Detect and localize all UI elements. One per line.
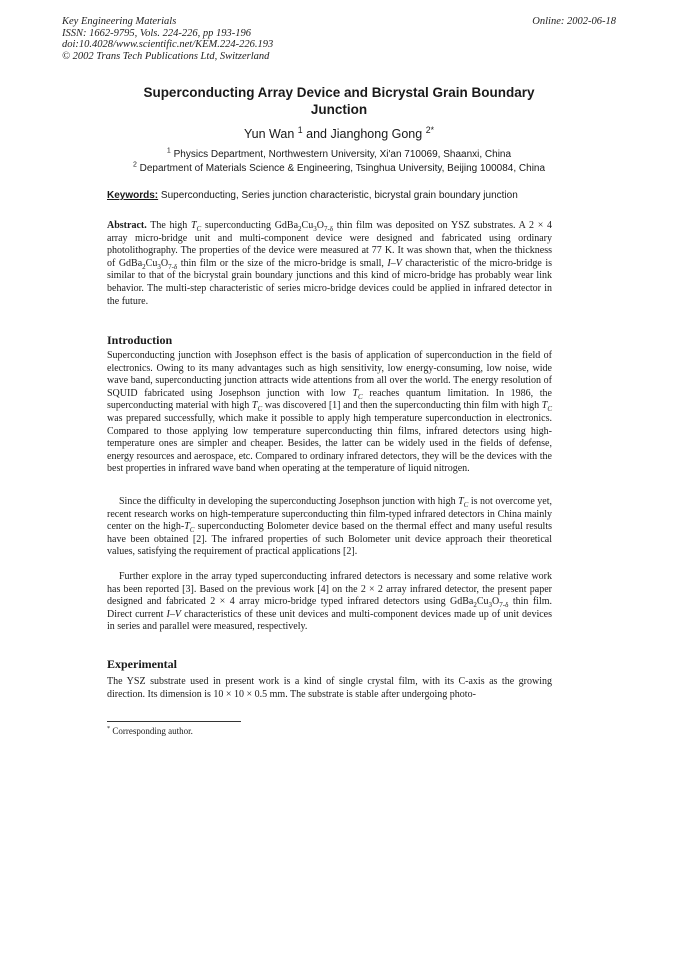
experimental-paragraph-1: The YSZ substrate used in present work is a kind of single crystal film, with its C-axis as the growing direction. Its dimension is 10 × 10 × 0.5 mm. The substrate is stable after undergoing photo- [107, 676, 552, 700]
tc-t: T [184, 521, 190, 533]
affiliation-1-text: Physics Department, Northwestern University, Xi'an 710069, Shaanxi, China [173, 149, 512, 160]
copyright-line: © 2002 Trans Tech Publications Ltd, Switzerland [62, 50, 270, 62]
keywords [107, 190, 518, 201]
affiliation-2-mark: 2 [132, 161, 137, 169]
tc-t: T [251, 400, 258, 412]
abstract-text: thin film or the size of the micro-bridge is small, [180, 257, 384, 269]
formula-part: O [316, 220, 324, 231]
tc-sub: C [463, 501, 469, 509]
tc-symbol [191, 220, 201, 231]
abstract-label: Abstract. [107, 220, 147, 231]
intro-paragraph-2 [107, 496, 552, 559]
intro-text: Further explore in the array typed superconducting infrared detectors is necessary and some relative work has been reported [3]. Based on the previous work [4] on the 2 × 2 array infrared detector, the present paper designed and fabricated 2 × 4 array micro-bridge typed infrared detectors using GdBa [107, 571, 552, 608]
formula-sub: 2 [298, 225, 302, 233]
formula-sub: 7-δ [168, 262, 178, 271]
doi-line: doi:10.4028/www.scientific.net/KEM.224-226.193 [62, 39, 274, 50]
intro-paragraph-3 [107, 571, 552, 634]
tc-sub: C [189, 526, 195, 535]
intro-text: is not overcome yet, recent research works on high-temperature superconducting thin film-typed infrared detectors in China mainly center on the high- [107, 496, 552, 533]
author-line [0, 124, 678, 141]
intro-text: Since the difficulty in developing the superconducting Josephson junction with high [119, 496, 456, 507]
tc-symbol [458, 496, 468, 507]
author-2: Jianghong Gong [330, 127, 423, 141]
formula-sub: 3 [488, 601, 493, 610]
intro-text: superconducting Bolometer device based on the thermal effect and many useful results have been obtained [2]. The infrared properties of such Bolometer unit device approach their theoretical values, satisfying the requirement of practical applications [2]. [107, 521, 553, 558]
tc-symbol [541, 400, 553, 414]
iv-symbol: I–V [387, 257, 402, 269]
title-line-1: Superconducting Array Device and Bicrystal Grain Boundary [143, 85, 535, 100]
tc-symbol [184, 521, 195, 535]
abstract-text: superconducting GdBa [204, 220, 299, 231]
journal-name: Key Engineering Materials [62, 16, 177, 27]
footnote-mark: * [107, 725, 111, 732]
tc-sub: C [547, 405, 553, 414]
tc-symbol [251, 400, 263, 414]
formula-part: O [160, 257, 169, 269]
tc-sub: C [257, 405, 263, 414]
paper-title [0, 84, 678, 118]
tc-t: T [190, 220, 197, 231]
corresponding-star: * [430, 124, 434, 135]
issn-line: ISSN: 1662-9795, Vols. 224-226, pp 193-196 [62, 27, 251, 39]
formula-sub: 7-δ [323, 225, 334, 233]
formula-part: Cu [145, 257, 158, 269]
author-1: Yun Wan [244, 127, 295, 141]
abstract-text: thin film was deposited on YSZ substrates. A 2 × 4 array micro-bridge unit and multi-component device were designed and fabricated using ordinary photolithography. The properties of the device were measured at 77 K. It was shown that, when the thickness of GdBa [107, 220, 553, 269]
tc-t: T [541, 400, 548, 412]
formula-part: O [492, 596, 500, 608]
keywords-label: Keywords: [107, 190, 159, 201]
formula-part: Cu [301, 220, 314, 231]
abstract-text: characteristic of the micro-bridge is similar to that of the bicrystal grain boundary junctions and this kind of micro-bridge has probably wear link behavior. The multi-step characteristic of series micro-bridge devices could be applied in infrared detector in the future. [107, 257, 553, 307]
formula-sub: 7-δ [499, 601, 509, 610]
tc-sub: C [358, 392, 363, 401]
tc-sub: C [196, 225, 202, 233]
footnote-text: Corresponding author. [112, 726, 193, 736]
online-date: Online: 2002-06-18 [532, 16, 616, 27]
author-joiner: and [306, 127, 327, 141]
tc-t: T [458, 496, 464, 507]
intro-text: was prepared successfully, which make it possible to apply high temperature superconduction in electronics. Compared to those applying low temperature superconducting thin films, infrared detectors using high-temperature ones are simpler and cheaper. Besides, the latter can be widely used in the fields of defense, energy resources and aerospace, etc. Compared to ordinary infrared detectors, they will be the devices with the best properties in infrared wave band when operating at the temperature of liquid nitrogen. [107, 412, 552, 475]
intro-text: reaches quantum limitation. In 1986, the superconducting material with high [107, 387, 552, 412]
formula-sub: 3 [157, 262, 161, 271]
footnote [107, 726, 193, 736]
section-heading-experimental: Experimental [107, 657, 177, 671]
tc-symbol [352, 388, 362, 399]
tc-t: T [352, 387, 358, 399]
keywords-text: Superconducting, Series junction characteristic, bicrystal grain boundary junction [160, 190, 518, 201]
intro-text: Superconducting junction with Josephson effect is the basis of application of superconduction in the field of electronics. Owing to its many advantages such as high sensitivity, low energy-consuming, low noise, wide wave band, superconducting junction attracts wide attentions from all over the world. The energy resolution of SQUID fabricated using Josephson junction with low [107, 350, 552, 399]
formula-part: Cu [476, 596, 489, 608]
author-2-affil-mark: 2 [425, 124, 431, 135]
journal-header [62, 16, 273, 62]
formula-sub: 2 [142, 262, 146, 271]
iv-symbol: I–V [166, 608, 181, 620]
abstract-text: The high [150, 220, 188, 231]
intro-text: was discovered [1] and then the superconducting thin film with high [264, 400, 540, 412]
formula-sub: 2 [473, 601, 477, 610]
intro-text: thin film. Direct current [107, 596, 553, 620]
intro-paragraph-1 [107, 350, 552, 476]
affiliation-1 [0, 149, 678, 160]
formula-sub: 3 [313, 225, 317, 233]
affiliation-2 [0, 163, 678, 174]
abstract [107, 220, 552, 308]
footnote-rule [107, 721, 241, 722]
affiliation-1-mark: 1 [166, 147, 171, 155]
title-line-2: Junction [310, 102, 368, 117]
intro-text: characteristics of these unit devices and multi-component devices made up of unit devices in series and parallel were measured, respectively. [107, 608, 552, 633]
author-1-affil-mark: 1 [297, 124, 303, 135]
affiliation-2-text: Department of Materials Science & Engineering, Tsinghua University, Beijing 100084, China [139, 163, 546, 174]
section-heading-introduction: Introduction [107, 333, 173, 347]
